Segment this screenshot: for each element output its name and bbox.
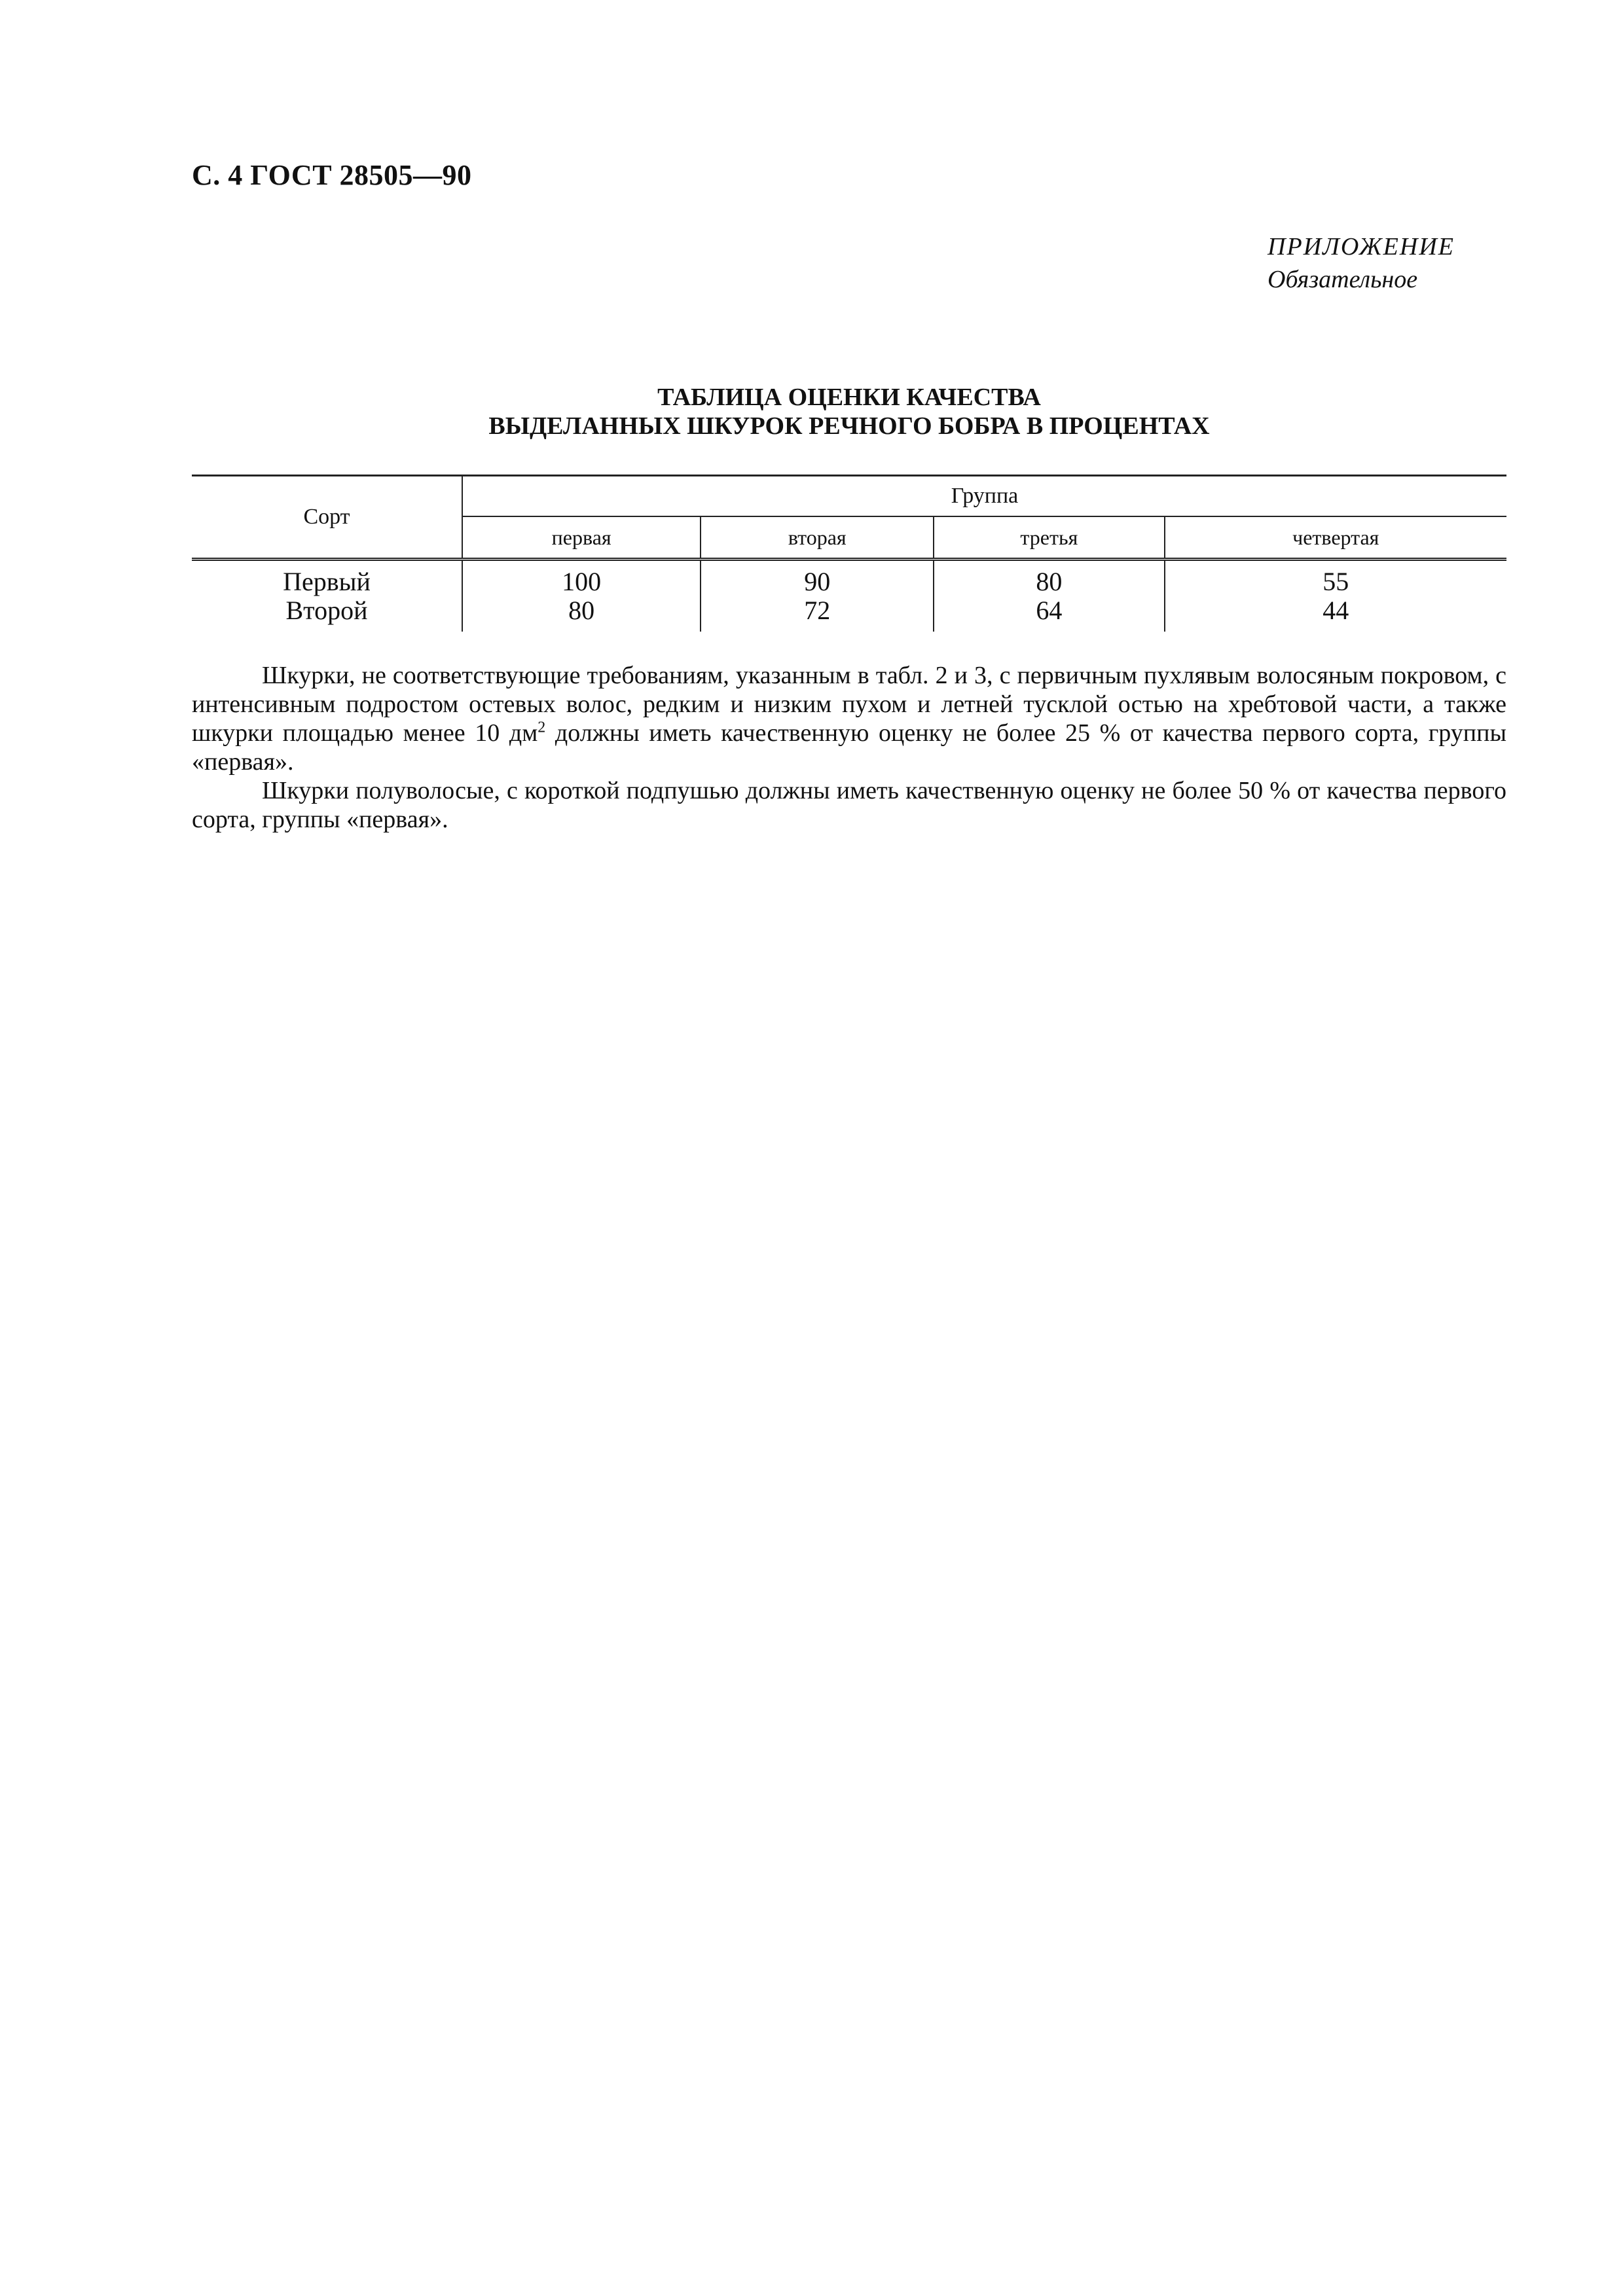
group-header-third: третья [934,516,1164,560]
group-header-fourth: четвертая [1165,516,1507,560]
group-header-first: первая [462,516,701,560]
table-cell: 44 [1322,596,1349,625]
table-cell: 100 [462,560,701,597]
paragraph-1-text: Шкурки, не соответствующие требованиям, указанным в табл. 2 и 3, с первичным пухлявым волосяным покровом, с интенсивным подростом остевых волос, редким и низким пухом и летней тусклой остью на хребтовой части, а также шкурки площадью менее 10 дм [192,662,1506,747]
page-header: С. 4 ГОСТ 28505—90 [192,159,472,191]
table-cell: 80 [934,560,1164,597]
square-superscript: 2 [538,719,546,736]
appendix-subtitle: Обязательное [1267,266,1418,293]
paragraph-2: Шкурки полуволосые, с короткой подпушью должны иметь качественную оценку не более 50 % от качества первого сорта, группы «первая». [192,777,1506,833]
table-row [192,596,1506,632]
table-title-line-1: ТАБЛИЦА ОЦЕНКИ КАЧЕСТВА [657,384,1041,411]
appendix-label [1267,230,1455,296]
paragraph-1-text-end: должны иметь качественную оценку не более 25 % от качества первого сорта, группы «первая». [192,719,1506,776]
table-cell: 55 [1322,567,1349,596]
table-cell: 90 [701,560,934,597]
row-grade: Первый [192,560,462,597]
quality-table [192,475,1506,632]
table-cell: 64 [934,596,1164,632]
grade-column-header: Сорт [192,476,462,560]
table-cell: 72 [701,596,934,632]
row-grade: Второй [192,596,462,632]
table-row [192,560,1506,597]
appendix-title: ПРИЛОЖЕНИЕ [1267,233,1455,260]
group-column-header: Группа [462,476,1506,517]
group-header-second: вторая [701,516,934,560]
table-cell: 80 [462,596,701,632]
paragraph-1 [192,661,1506,776]
table-title [192,383,1506,440]
table-title-line-2: ВЫДЕЛАННЫХ ШКУРОК РЕЧНОГО БОБРА В ПРОЦЕНТАХ [488,412,1210,440]
body-text [192,661,1506,834]
